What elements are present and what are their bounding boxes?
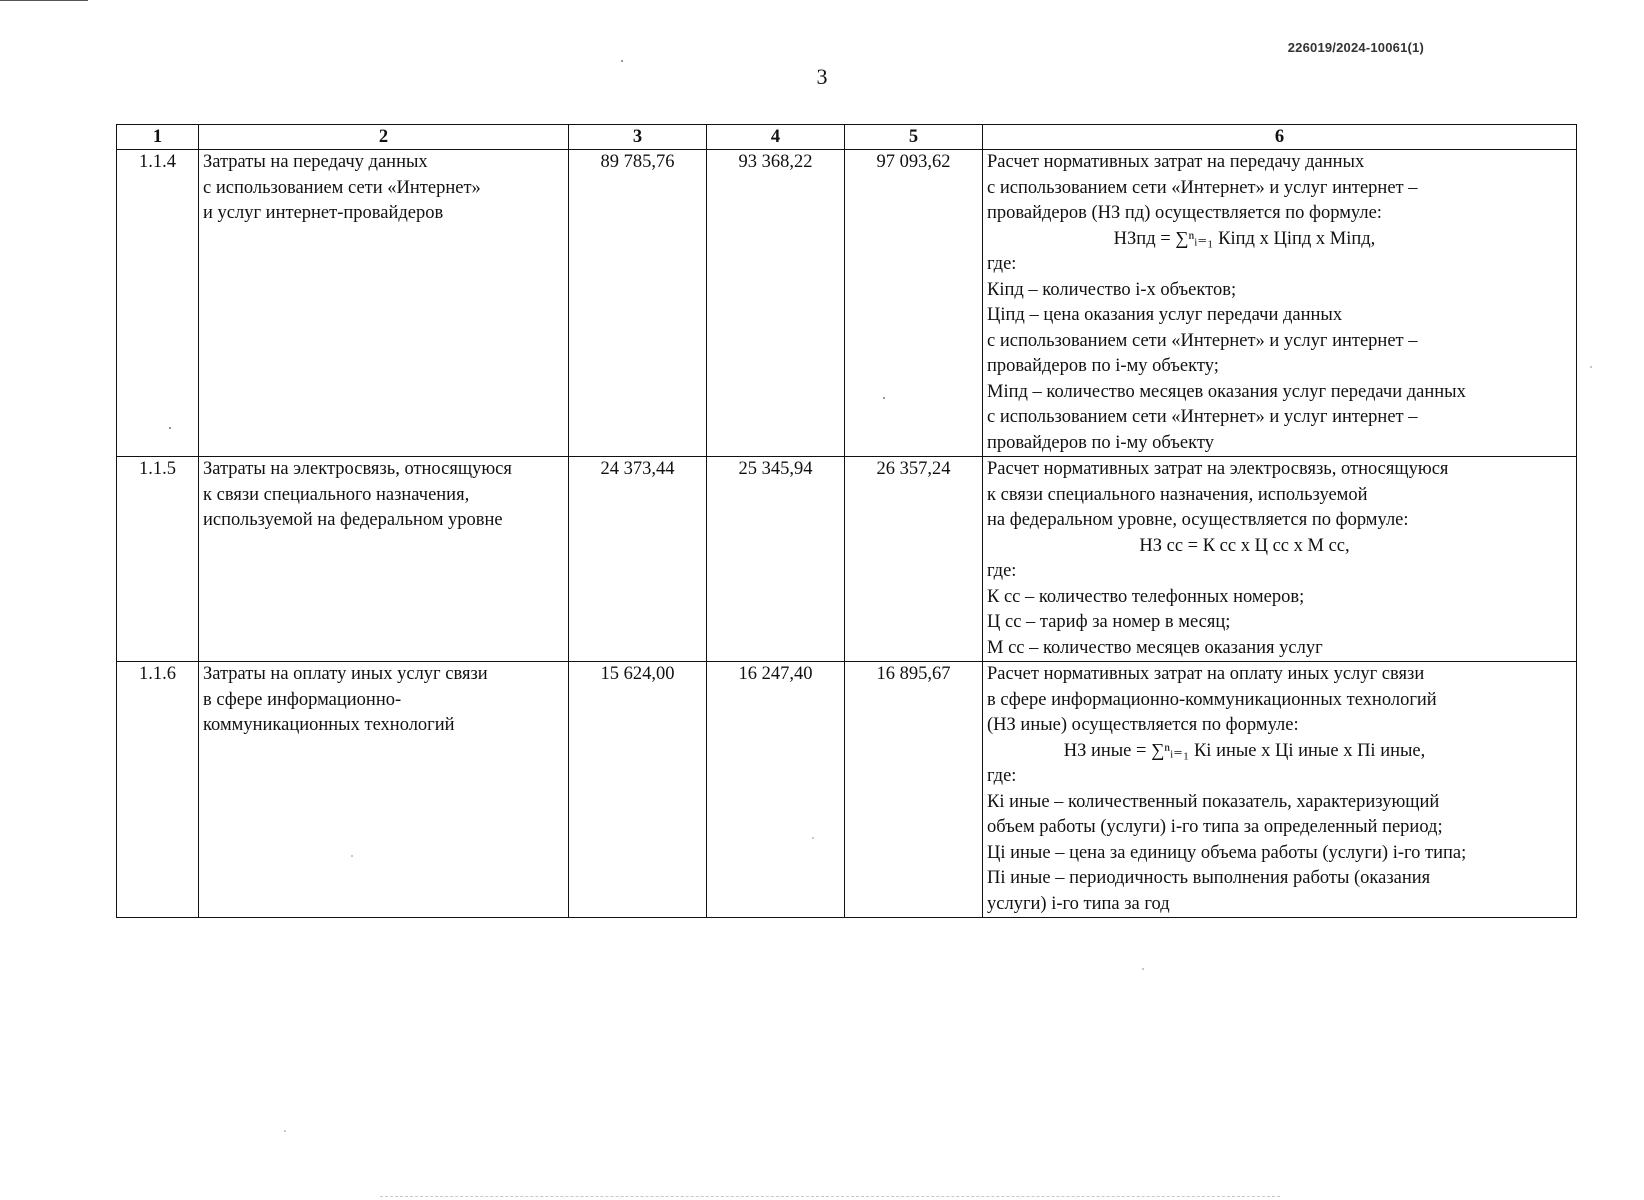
description-line: провайдеров по і-му объекту; — [987, 356, 1219, 376]
document-number: 226019/2024-10061(1) — [1287, 40, 1424, 55]
column-header: 2 — [199, 125, 569, 150]
amount-value-3: 24 373,44 — [569, 457, 707, 662]
description-line: Пі иные – периодичность выполнения работы (оказания — [987, 868, 1431, 888]
scan-speck — [1590, 366, 1592, 368]
scan-edge-line — [0, 0, 88, 1]
formula-line: НЗ сс = К сс х Ц сс х М сс, — [1139, 535, 1350, 556]
description-line: Міпд – количество месяцев оказания услуг передачи данных — [987, 381, 1466, 402]
amount-value-5: 97 093,62 — [845, 150, 983, 457]
row-number: 1.1.5 — [117, 457, 199, 662]
description-line: М сс – количество месяцев оказания услуг — [987, 637, 1323, 658]
scan-speck — [1142, 968, 1144, 970]
description-line: Ці иные – цена за единицу объема работы (услуги) і-го типа; — [987, 842, 1467, 863]
description-line: в сфере информационно-коммуникационных технологий — [987, 689, 1437, 710]
amount-value-4: 25 345,94 — [707, 457, 845, 662]
description-line: где: — [987, 254, 1017, 274]
cost-table — [116, 124, 1577, 918]
scan-speck — [621, 60, 623, 62]
description-line: Расчет нормативных затрат на электросвязь, относящуюся — [987, 459, 1449, 479]
description-line: Ц сс – тариф за номер в месяц; — [987, 612, 1231, 632]
scan-speck — [284, 1130, 286, 1132]
expense-name-line: и услуг интернет-провайдеров — [203, 203, 444, 223]
description-line: провайдеров (НЗ пд) осуществляется по формуле: — [987, 203, 1382, 223]
column-header: 5 — [845, 125, 983, 150]
row-number: 1.1.4 — [117, 150, 199, 457]
expense-name-line: к связи специального назначения, — [203, 484, 470, 505]
table-row — [117, 662, 1577, 918]
expense-name-line: Затраты на оплату иных услуг связи — [203, 664, 488, 684]
amount-value-4: 93 368,22 — [707, 150, 845, 457]
expense-name-line: Затраты на электросвязь, относящуюся — [203, 459, 512, 479]
calculation-description — [983, 150, 1577, 457]
amount-value-3: 15 624,00 — [569, 662, 707, 918]
description-line: К сс – количество телефонных номеров; — [987, 586, 1305, 607]
description-line: Кі иные – количественный показатель, характеризующий — [987, 791, 1440, 812]
description-line: Ціпд – цена оказания услуг передачи данных — [987, 305, 1343, 325]
expense-name-line: коммуникационных технологий — [203, 715, 455, 735]
formula-line: НЗпд = ∑ⁿᵢ₌₁ Кіпд х Ціпд х Міпд, — [1113, 228, 1376, 249]
description-line: с использованием сети «Интернет» и услуг интернет – — [987, 407, 1418, 427]
description-line: где: — [987, 766, 1017, 786]
calculation-description — [983, 457, 1577, 662]
table-row — [117, 150, 1577, 457]
expense-name — [199, 662, 569, 918]
amount-value-5: 26 357,24 — [845, 457, 983, 662]
description-line: с использованием сети «Интернет» и услуг интернет – — [987, 330, 1418, 351]
description-line: к связи специального назначения, используемой — [987, 484, 1368, 505]
expense-name-line: используемой на федеральном уровне — [203, 510, 503, 530]
expense-name — [199, 457, 569, 662]
expense-name — [199, 150, 569, 457]
amount-value-4: 16 247,40 — [707, 662, 845, 918]
description-line: где: — [987, 561, 1017, 581]
page-number: 3 — [816, 64, 828, 89]
description-line: с использованием сети «Интернет» и услуг интернет – — [987, 177, 1418, 198]
description-line: Расчет нормативных затрат на оплату иных услуг связи — [987, 664, 1425, 684]
expense-name-line: с использованием сети «Интернет» — [203, 177, 481, 198]
table-row — [117, 457, 1577, 662]
scan-bottom-edge — [380, 1196, 1280, 1197]
description-line: (НЗ иные) осуществляется по формуле: — [987, 715, 1299, 735]
row-number: 1.1.6 — [117, 662, 199, 918]
description-line: Расчет нормативных затрат на передачу данных — [987, 152, 1365, 172]
description-line: услуги) і-го типа за год — [987, 893, 1170, 914]
expense-name-line: в сфере информационно- — [203, 689, 402, 710]
calculation-description — [983, 662, 1577, 918]
expense-name-line: Затраты на передачу данных — [203, 152, 428, 172]
table-header-row — [117, 125, 1577, 150]
description-line: Кіпд – количество і-х объектов; — [987, 279, 1237, 300]
column-header: 1 — [117, 125, 199, 150]
amount-value-5: 16 895,67 — [845, 662, 983, 918]
formula-line: НЗ иные = ∑ⁿᵢ₌₁ Кі иные х Ці иные х Пі иные, — [1063, 740, 1426, 761]
column-header: 3 — [569, 125, 707, 150]
column-header: 6 — [983, 125, 1577, 150]
description-line: объем работы (услуги) і-го типа за определенный период; — [987, 817, 1443, 837]
amount-value-3: 89 785,76 — [569, 150, 707, 457]
description-line: провайдеров по і-му объекту — [987, 432, 1214, 453]
description-line: на федеральном уровне, осуществляется по формуле: — [987, 510, 1409, 530]
column-header: 4 — [707, 125, 845, 150]
